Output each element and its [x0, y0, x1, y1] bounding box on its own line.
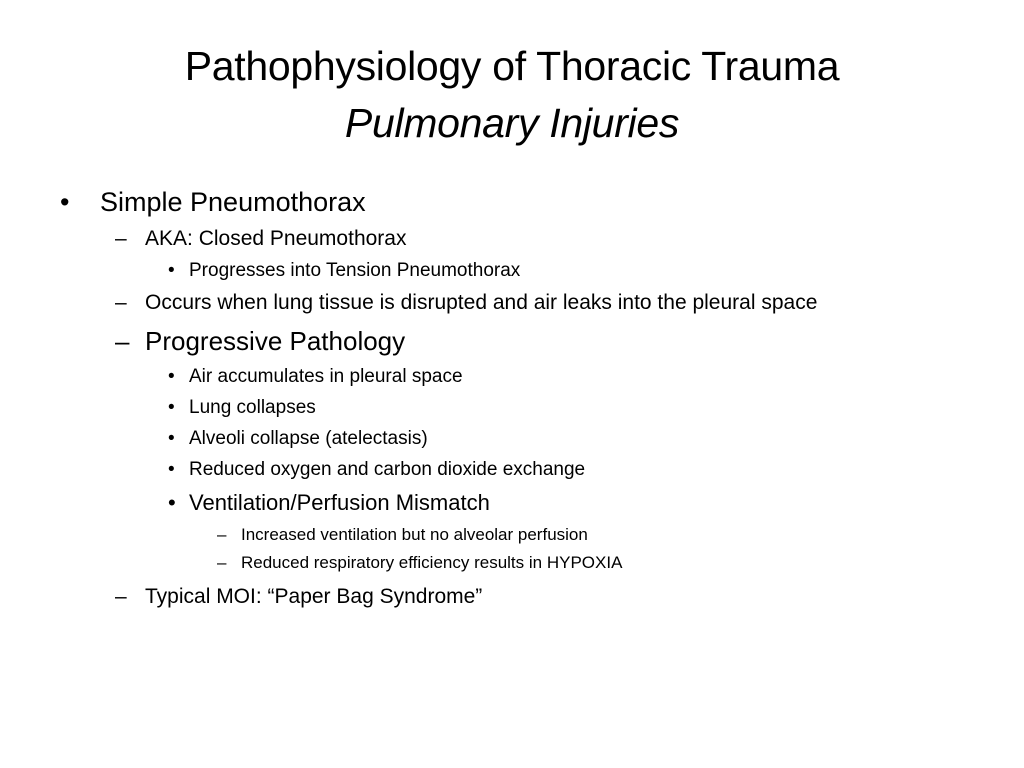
dash-marker: –	[217, 525, 227, 544]
bullet-text: Reduced respiratory efficiency results in HYPOXIA	[241, 553, 623, 572]
bullet-marker: •	[168, 260, 175, 281]
dash-marker: –	[217, 553, 227, 572]
bullet-alveoli-collapse	[60, 425, 960, 453]
bullet-text: Typical MOI: “Paper Bag Syndrome”	[145, 585, 483, 608]
bullet-text: AKA: Closed Pneumothorax	[145, 227, 407, 250]
bullet-progressive-pathology	[60, 322, 960, 360]
dash-marker: –	[115, 326, 130, 356]
bullet-text: Simple Pneumothorax	[100, 187, 366, 217]
bullet-marker: •	[168, 459, 175, 480]
bullet-text: Progressive Pathology	[145, 326, 406, 356]
dash-marker: –	[115, 227, 127, 250]
slide-subtitle: Pulmonary Injuries	[344, 100, 680, 146]
bullet-marker: •	[168, 490, 176, 515]
bullet-text: Lung collapses	[189, 397, 316, 418]
bullet-reduced-exchange	[60, 456, 960, 484]
bullet-vq-mismatch	[60, 487, 960, 519]
bullet-increased-ventilation	[60, 522, 960, 548]
bullet-marker: •	[168, 397, 175, 418]
dash-marker: –	[115, 291, 127, 314]
bullet-progresses	[60, 257, 960, 285]
bullet-typical-moi	[60, 582, 960, 612]
bullet-aka	[60, 224, 960, 254]
bullet-text: Reduced oxygen and carbon dioxide exchange	[189, 459, 586, 480]
bullet-text: Progresses into Tension Pneumothorax	[189, 260, 521, 281]
bullet-list	[60, 182, 960, 614]
bullet-marker: •	[168, 428, 175, 449]
bullet-text: Ventilation/Perfusion Mismatch	[189, 490, 490, 515]
bullet-air-accumulates	[60, 363, 960, 391]
slide-title-block	[0, 38, 1024, 152]
bullet-text: Increased ventilation but no alveolar perfusion	[241, 525, 588, 544]
bullet-text: Alveoli collapse (atelectasis)	[189, 428, 428, 449]
bullet-text: Occurs when lung tissue is disrupted and air leaks into the pleural space	[145, 291, 818, 314]
bullet-simple-pneumothorax	[60, 182, 960, 222]
bullet-text: Air accumulates in pleural space	[189, 366, 463, 387]
bullet-marker: •	[60, 187, 70, 217]
bullet-lung-collapses	[60, 394, 960, 422]
slide-title: Pathophysiology of Thoracic Trauma	[184, 43, 840, 89]
bullet-reduced-efficiency	[60, 550, 960, 576]
dash-marker: –	[115, 585, 127, 608]
bullet-marker: •	[168, 366, 175, 387]
bullet-occurs	[60, 288, 960, 318]
